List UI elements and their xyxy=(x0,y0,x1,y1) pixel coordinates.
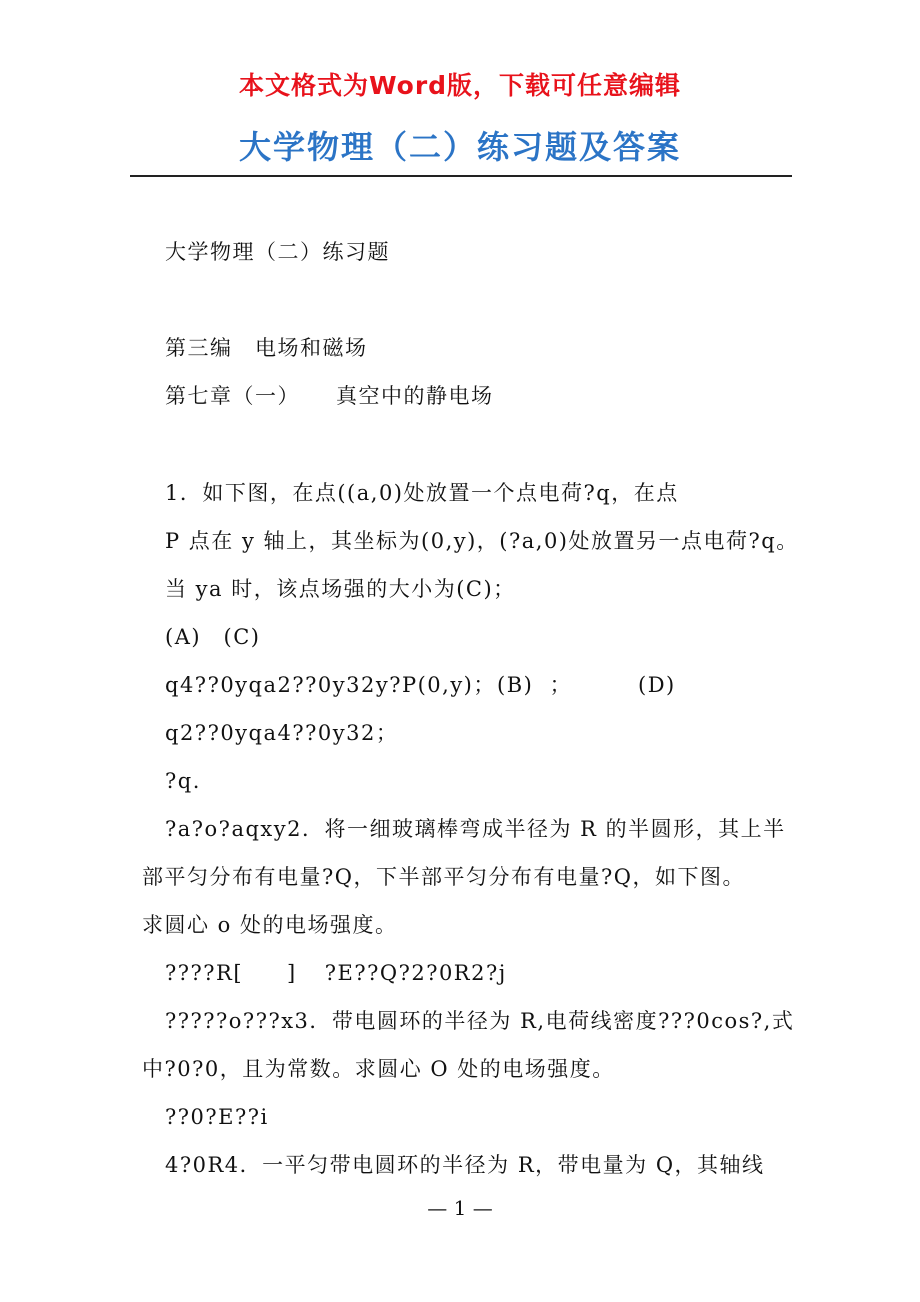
document-title: 大学物理（二）练习题及答案 xyxy=(238,128,681,166)
title-divider xyxy=(130,175,792,177)
part-heading: 第三编 电场和磁场 xyxy=(165,336,368,360)
question-1-options-a-c: (A) (C) xyxy=(165,625,261,649)
question-1-line-6: q2??0yqa4??0y32； xyxy=(165,721,399,745)
section-subtitle: 大学物理（二）练习题 xyxy=(165,240,390,264)
chapter-heading: 第七章（一） 真空中的静电场 xyxy=(165,384,494,408)
question-1-options-formula: q4??0yqa2??0y32y?P(0,y)； xyxy=(165,673,496,697)
question-1-line-3: 当 ya 时，该点场强的大小为(C)； xyxy=(165,577,516,601)
question-1-line-2: P 点在 y 轴上，其坐标为(0,y)，(?a,0)处放置另一点电荷?q。 xyxy=(165,529,799,553)
question-2-answer: ????R[ ] ?E??Q?2?0R2?j xyxy=(165,961,507,985)
page-number: — 1 — xyxy=(427,1196,493,1220)
question-4-line-1: 4?0R4．一平匀带电圆环的半径为 R，带电量为 Q，其轴线 xyxy=(165,1153,765,1177)
question-2-line-1: ?a?o?aqxy2．将一细玻璃棒弯成半径为 R 的半圆形，其上半 xyxy=(165,817,786,841)
question-1-option-b: (B) ； xyxy=(497,673,573,697)
download-banner: 本文格式为Word版，下载可任意编辑 xyxy=(238,71,682,100)
question-2-line-3: 求圆心 o 处的电场强度。 xyxy=(142,913,398,937)
question-1-line-1: 1．如下图，在点((a,0)处放置一个点电荷?q，在点 xyxy=(165,481,679,505)
question-3-line-1: ?????o???x3．带电圆环的半径为 R,电荷线密度???0cos?,式 xyxy=(165,1009,795,1033)
question-3-answer: ??0?E??i xyxy=(165,1105,269,1129)
question-2-line-2: 部平匀分布有电量?Q，下半部平匀分布有电量?Q，如下图。 xyxy=(142,865,745,889)
question-3-line-2: 中?0?0，且为常数。求圆心 O 处的电场强度。 xyxy=(142,1057,615,1081)
question-1-option-d: (D) xyxy=(638,673,676,697)
question-1-line-7: ?q. xyxy=(165,769,201,793)
